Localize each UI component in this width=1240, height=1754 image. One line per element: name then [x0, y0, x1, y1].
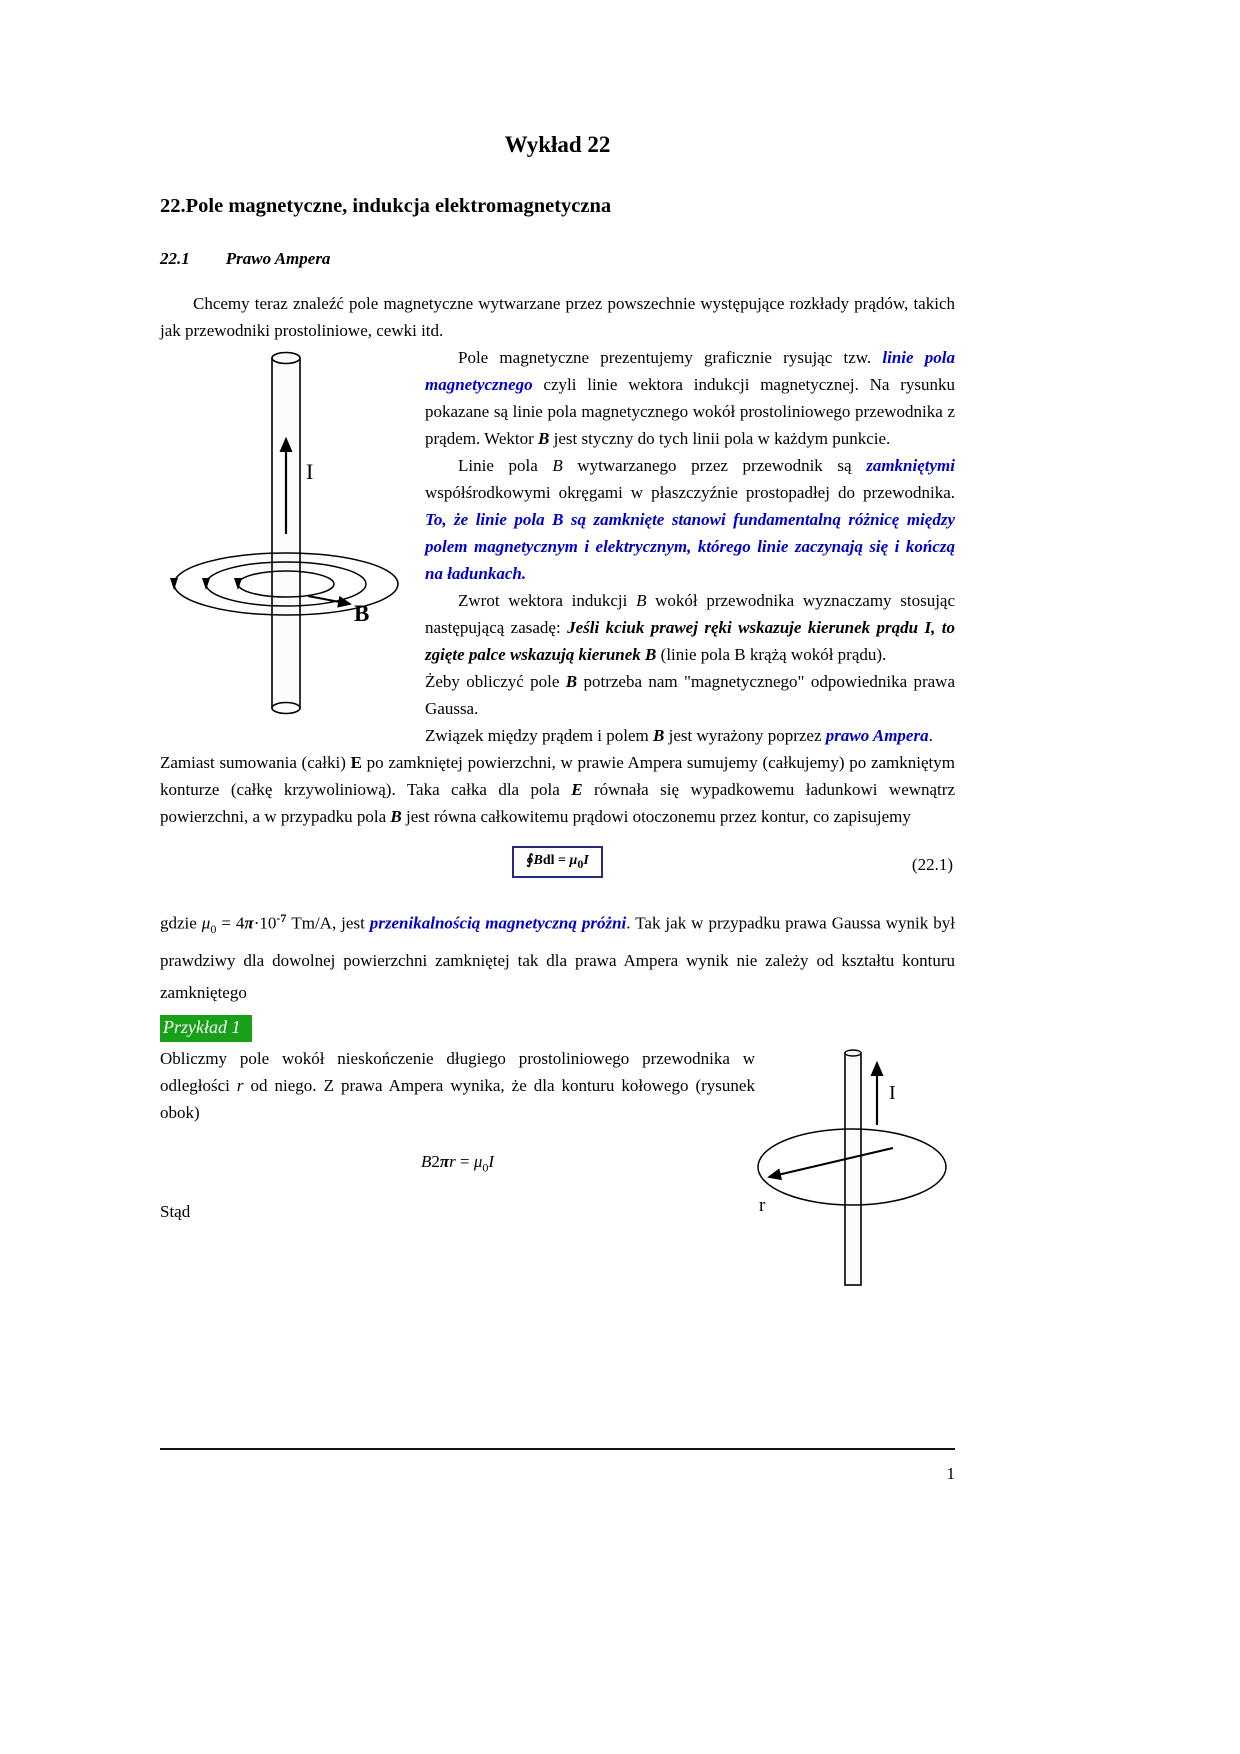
- figure-text-flow: [160, 344, 955, 668]
- subsection-title: Prawo Ampera: [225, 249, 331, 268]
- eq-run: μ: [473, 1152, 483, 1172]
- text-run: 0: [210, 922, 217, 937]
- current-label: I: [889, 1082, 896, 1105]
- text-run: Pole magnetyczne prezentujemy graficznie rysując tzw.: [458, 348, 883, 367]
- subsection-heading: [160, 249, 955, 269]
- eq-run: B: [420, 1152, 432, 1172]
- text-run: .: [928, 726, 933, 745]
- text-run: B: [552, 456, 563, 475]
- contour-diagram: [755, 1045, 955, 1295]
- eq-run: π: [439, 1152, 450, 1172]
- radius-arrow: [769, 1148, 893, 1177]
- text-run: wokół przewodnika wyznaczamy stosując następującą zasadę:: [425, 591, 956, 637]
- text-run: Zamiast sumowania (całki): [160, 753, 351, 772]
- text-run: = 4: [216, 913, 245, 933]
- wire-rectangle: [845, 1053, 861, 1285]
- text-run: potrzeba nam "magnetycznego" odpowiednika prawa Gaussa.: [425, 672, 956, 718]
- eq-run: μ: [569, 853, 578, 868]
- equation-ampere-law-row: [160, 846, 955, 886]
- text-run: μ: [201, 913, 211, 933]
- field-direction-arrowhead: [202, 578, 210, 590]
- example-label-text: Przykład 1: [163, 1017, 241, 1038]
- text-run: jest wyrażony poprzez: [664, 726, 826, 745]
- text-run: . Tak jak w przypadku prawa Gaussa wynik był prawdziwy dla dowolnej powierzchni zamkniętej tak dla prawa Ampera wynik nie zależy od kształtu konturu zamkniętego: [160, 913, 955, 1003]
- text-run: r: [236, 1076, 244, 1096]
- eq-run: r: [449, 1152, 456, 1172]
- text-run: Chcemy teraz znaleźć pole magnetyczne wytwarzane przez powszechnie występujące rozkłady prądów, takich jak przewodniki prostoliniowe, cewki itd.: [160, 294, 955, 340]
- radius-label: r: [759, 1195, 766, 1217]
- footer-rule: [160, 1448, 955, 1450]
- eq-run: dl: [542, 853, 555, 868]
- text-run: od niego. Z prawa Ampera wynika, że dla konturu kołowego (rysunek obok): [160, 1076, 755, 1123]
- section-heading: 22.Pole magnetyczne, indukcja elektromagnetyczna: [160, 195, 612, 217]
- text-run: linie pola magnetycznego: [425, 348, 955, 394]
- eq-run: =: [554, 853, 570, 868]
- paragraph-contour-integral: [160, 749, 955, 830]
- text-run: jest styczny do tych linii pola w każdym punkcie.: [549, 429, 891, 448]
- text-run: zamkniętymi: [866, 456, 955, 475]
- wire-field-diagram: [160, 344, 425, 749]
- text-run: E: [350, 753, 362, 772]
- text-run: B: [653, 726, 665, 745]
- text-run: Stąd: [160, 1202, 191, 1222]
- text-run: -7: [276, 911, 287, 925]
- eq-run: 0: [482, 1160, 489, 1175]
- text-run: równała się wypadkowemu ładunkowi wewnątrz powierzchni, a w przypadku pola: [160, 780, 955, 826]
- text-run: współśrodkowymi okręgami w płaszczyźnie prostopadłej do przewodnika.: [425, 483, 955, 502]
- text-run: czyli linie wektora indukcji magnetycznej. Na rysunku pokazane są linie pola magnetycznego wokół prostoliniowego przewodnika z prądem. Wektor: [425, 375, 955, 448]
- wire-top-cap: [845, 1050, 861, 1056]
- text-run: B: [565, 672, 578, 691]
- text-run: Jeśli kciuk prawej ręki wskazuje kierunek prądu I, to zgięte palce wskazują kierunek B: [425, 618, 956, 664]
- eq-run: B: [533, 853, 543, 868]
- text-run: przenikalnością magnetyczną próżni: [369, 913, 627, 933]
- eq-run: ∮: [526, 853, 534, 868]
- eq-run: =: [455, 1152, 474, 1172]
- text-run: jest równa całkowitemu prądowi otoczonemu przez kontur, co zapisujemy: [401, 807, 911, 826]
- figure-circular-contour: [755, 1045, 955, 1295]
- text-run: B: [636, 591, 647, 610]
- example-section: [160, 1045, 955, 1225]
- text-run: Zwrot wektora indukcji: [458, 591, 637, 610]
- eq-run: I: [488, 1152, 495, 1172]
- subsection-number: 22.1: [160, 249, 190, 268]
- text-run: prawo Ampera: [825, 726, 929, 745]
- current-label: I: [306, 459, 314, 484]
- paragraph-permeability: [160, 902, 955, 1009]
- text-run: Obliczmy pole wokół nieskończenie długiego prostoliniowego przewodnika w odległości: [160, 1049, 755, 1096]
- text-run: Tm/A, jest: [286, 913, 370, 933]
- page-number: 1: [946, 1464, 955, 1483]
- field-direction-arrowhead: [170, 578, 178, 590]
- eq-run: 2: [431, 1152, 440, 1172]
- text-run: To, że linie pola B są zamknięte stanowi fundamentalną różnicę między polem magnetycznym i elektrycznym, którego linie zaczynają się i kończą na ładunkach.: [425, 510, 955, 583]
- text-run: Żeby obliczyć pole: [425, 672, 566, 691]
- text-run: B: [390, 807, 402, 826]
- eq-run: 0: [577, 856, 584, 871]
- text-run: gdzie: [160, 913, 202, 933]
- text-run: po zamkniętej powierzchni, w prawie Ampera sumujemy (całkujemy) po zamkniętym konturze (całkę krzywoliniową). Taka całka dla pola: [160, 753, 955, 799]
- figure-straight-wire-field-lines: [160, 344, 425, 749]
- text-run: Linie pola: [458, 456, 553, 475]
- text-run: (linie pola B krążą wokół prądu).: [656, 645, 887, 664]
- field-label: B: [354, 601, 370, 626]
- eq-run: I: [583, 853, 589, 868]
- text-run: E: [571, 780, 583, 799]
- text-run: B: [538, 429, 550, 448]
- text-run: Związek między prądem i polem: [425, 726, 653, 745]
- equation-box: [512, 846, 603, 878]
- paragraph-intro: [160, 290, 955, 344]
- text-run: π: [244, 913, 254, 933]
- text-run: ·10: [253, 913, 277, 933]
- example-label-badge: [160, 1015, 252, 1042]
- wire-bottom-cap: [272, 703, 300, 714]
- wire-top-cap: [272, 353, 300, 364]
- equation-number: (22.1): [911, 855, 953, 874]
- text-run: wytwarzanego przez przewodnik są: [562, 456, 867, 475]
- page-title: Wykład 22: [504, 132, 611, 157]
